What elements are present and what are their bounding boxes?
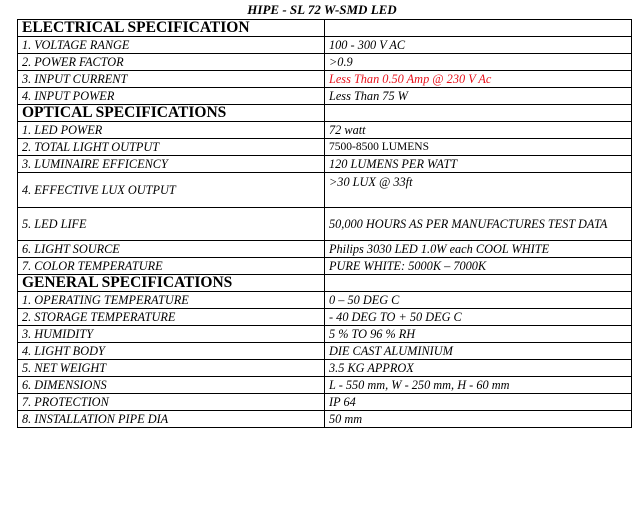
spec-value: 50 mm [325, 411, 632, 428]
spec-label: 1. OPERATING TEMPERATURE [18, 292, 325, 309]
spec-value: Philips 3030 LED 1.0W each COOL WHITE [325, 241, 632, 258]
spec-label: 5. LED LIFE [18, 208, 325, 241]
spec-label: 4. INPUT POWER [18, 88, 325, 105]
spec-value: >30 LUX @ 33ft [325, 173, 632, 208]
section-heading-blank-cell [325, 275, 632, 292]
spec-value: 3.5 KG APPROX [325, 360, 632, 377]
table-row [18, 208, 632, 241]
table-row [18, 173, 632, 208]
spec-value: 72 watt [325, 122, 632, 139]
section-header-row [18, 105, 632, 122]
spec-label: 2. POWER FACTOR [18, 54, 325, 71]
spec-value: 0 – 50 DEG C [325, 292, 632, 309]
spec-label: 3. LUMINAIRE EFFICENCY [18, 156, 325, 173]
table-row [18, 122, 632, 139]
table-row [18, 37, 632, 54]
spec-value: L - 550 mm, W - 250 mm, H - 60 mm [325, 377, 632, 394]
spec-label: 5. NET WEIGHT [18, 360, 325, 377]
table-row [18, 326, 632, 343]
spec-value: 7500-8500 LUMENS [325, 139, 632, 156]
spec-value: >0.9 [325, 54, 632, 71]
spec-label: 6. DIMENSIONS [18, 377, 325, 394]
spec-value: 5 % TO 96 % RH [325, 326, 632, 343]
spec-label: 2. STORAGE TEMPERATURE [18, 309, 325, 326]
table-row [18, 156, 632, 173]
table-row [18, 309, 632, 326]
spec-label: 3. INPUT CURRENT [18, 71, 325, 88]
spec-label: 7. PROTECTION [18, 394, 325, 411]
spec-value: - 40 DEG TO + 50 DEG C [325, 309, 632, 326]
specification-table [17, 19, 632, 428]
spec-label: 7. COLOR TEMPERATURE [18, 258, 325, 275]
section-heading-general: GENERAL SPECIFICATIONS [18, 275, 325, 292]
section-heading-blank-cell [325, 20, 632, 37]
spec-label: 1. LED POWER [18, 122, 325, 139]
table-row [18, 241, 632, 258]
spec-value: 50,000 HOURS AS PER MANUFACTURES TEST DATA [325, 208, 632, 241]
table-row [18, 258, 632, 275]
section-header-row [18, 20, 632, 37]
spec-value: 100 - 300 V AC [325, 37, 632, 54]
table-row [18, 360, 632, 377]
spec-value: DIE CAST ALUMINIUM [325, 343, 632, 360]
spec-label: 4. LIGHT BODY [18, 343, 325, 360]
spec-value: 120 LUMENS PER WATT [325, 156, 632, 173]
table-row [18, 377, 632, 394]
section-heading-electrical: ELECTRICAL SPECIFICATION [18, 20, 325, 37]
spec-value: PURE WHITE: 5000K – 7000K [325, 258, 632, 275]
table-row [18, 71, 632, 88]
table-row [18, 394, 632, 411]
table-row [18, 88, 632, 105]
section-heading-blank-cell [325, 105, 632, 122]
table-row [18, 411, 632, 428]
spec-label: 4. EFFECTIVE LUX OUTPUT [18, 173, 325, 208]
document-title: HIPE - SL 72 W-SMD LED [247, 2, 397, 17]
spec-value-highlighted: Less Than 0.50 Amp @ 230 V Ac [325, 71, 632, 88]
section-heading-optical: OPTICAL SPECIFICATIONS [18, 105, 325, 122]
table-row [18, 343, 632, 360]
table-row [18, 139, 632, 156]
table-row [18, 292, 632, 309]
spec-label: 2. TOTAL LIGHT OUTPUT [18, 139, 325, 156]
spec-label: 3. HUMIDITY [18, 326, 325, 343]
spec-value: Less Than 75 W [325, 88, 632, 105]
spec-label: 8. INSTALLATION PIPE DIA [18, 411, 325, 428]
spec-label: 1. VOLTAGE RANGE [18, 37, 325, 54]
table-row [18, 54, 632, 71]
spec-value: IP 64 [325, 394, 632, 411]
spec-label: 6. LIGHT SOURCE [18, 241, 325, 258]
section-header-row [18, 275, 632, 292]
